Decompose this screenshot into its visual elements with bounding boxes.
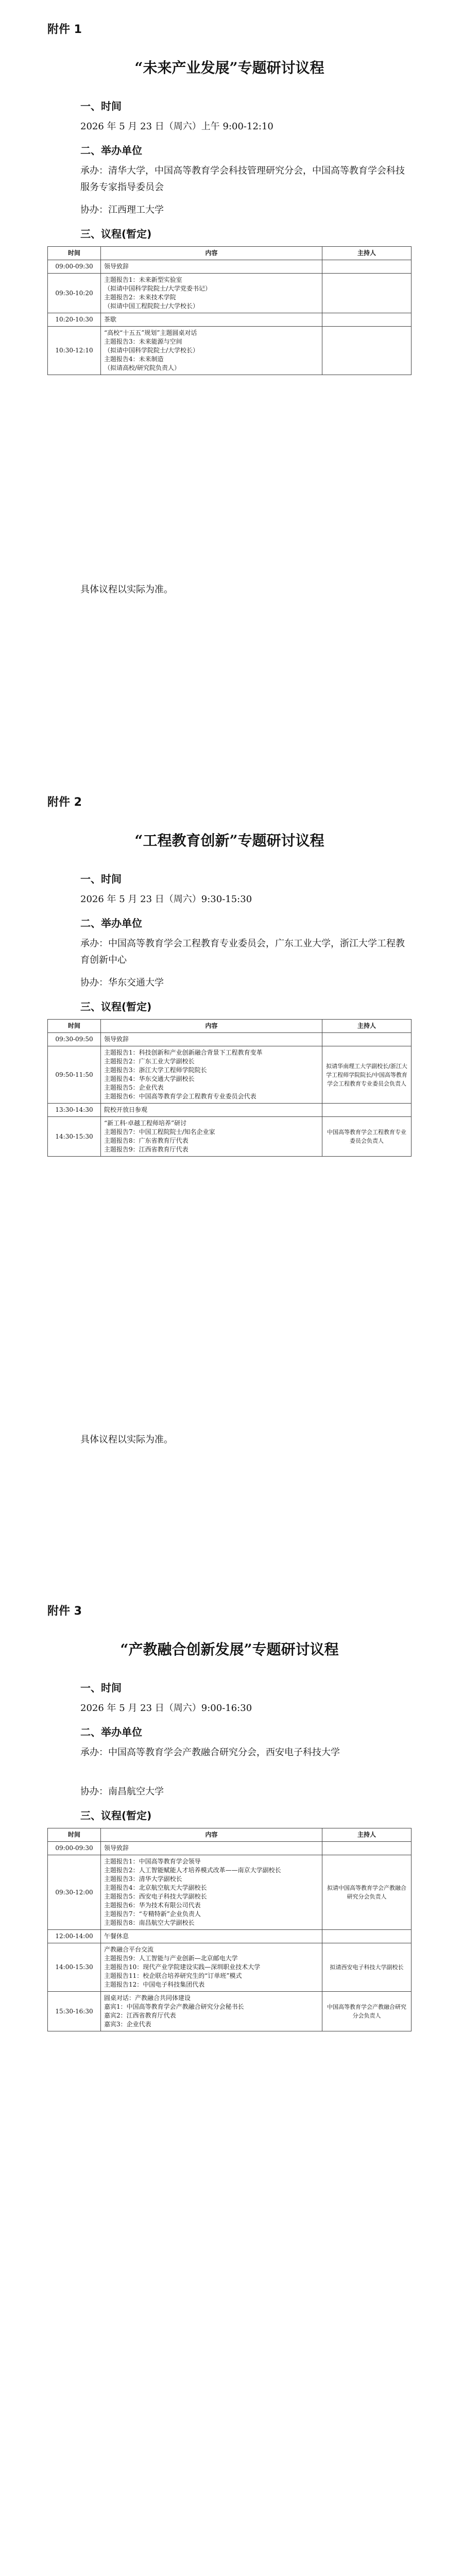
content-line: 嘉宾1：中国高等教育学会产教融合研究分会秘书长	[104, 2003, 244, 2010]
content-line: 领导致辞	[104, 1036, 129, 1043]
content-line: 主题报告7：中国工程院院士/知名企业家	[104, 1128, 215, 1136]
content-line: 领导致辞	[104, 1844, 129, 1852]
content-line: 主题报告2：未来技术学院	[104, 294, 176, 301]
time-cell: 14:00-15:30	[48, 1943, 101, 1992]
content-line: 主题报告1：中国高等教育学会领导	[104, 1858, 201, 1865]
content-line: “新工科·卓越工程师培养”研讨	[104, 1120, 187, 1127]
content-cell	[101, 327, 322, 375]
time-cell: 09:30-12:00	[48, 1855, 101, 1930]
content-line: 主题报告2：广东工业大学副校长	[104, 1058, 195, 1065]
content-line: 茶歇	[104, 316, 117, 323]
host-cell	[322, 1930, 411, 1943]
content-line: 主题报告10：现代产业学院建设实践—深圳职业技术大学	[104, 1963, 261, 1971]
section-heading-agenda: 三、议程(暂定)	[80, 228, 152, 240]
table-header-cell: 内容	[101, 1020, 322, 1033]
annex-2	[47, 793, 411, 1515]
table-header-row	[48, 247, 411, 260]
annex-label: 附件 3	[47, 1605, 82, 1618]
content-cell	[101, 1104, 322, 1117]
host-cell	[322, 327, 411, 375]
table-row	[48, 1992, 411, 2031]
section-heading-org: 二、举办单位	[80, 1726, 142, 1738]
table-header-cell: 主持人	[322, 1828, 411, 1842]
annex-title: “工程教育创新”专题研讨议程	[134, 832, 324, 849]
table-row	[48, 1033, 411, 1046]
table-header-row	[48, 1828, 411, 1842]
content-line: 院校开放日参观	[104, 1106, 148, 1113]
table-header-cell: 内容	[101, 1828, 322, 1842]
content-line: 主题报告6：中国高等教育学会工程教育专业委员会代表	[104, 1093, 256, 1100]
time-cell: 09:50-11:50	[48, 1046, 101, 1104]
table-header-cell: 时间	[48, 1828, 101, 1842]
table-row	[48, 327, 411, 375]
content-cell	[101, 1855, 322, 1930]
content-line: 主题报告3：未来能源与空间	[104, 338, 182, 345]
annex-title: “产教融合创新发展”专题研讨议程	[120, 1641, 339, 1658]
content-line: 主题报告3：浙江大学工程师学院院长	[104, 1066, 207, 1074]
content-cell	[101, 1842, 322, 1855]
content-line: 主题报告5：企业代表	[104, 1084, 164, 1091]
host-cell	[322, 274, 411, 313]
content-line: （拟请中国科学院院士/大学党委书记）	[104, 285, 212, 292]
content-line: 主题报告5：西安电子科技大学副校长	[104, 1893, 207, 1900]
content-cell	[101, 260, 322, 274]
co-organizer-text: 协办：江西理工大学	[80, 205, 164, 215]
time-cell: 09:00-09:30	[48, 260, 101, 274]
host-cell: 拟请中国高等教育学会产教融合研究分会负责人	[322, 1855, 411, 1930]
agenda-table	[47, 246, 411, 375]
organizer-text: 承办：清华大学，中国高等教育学会科技管理研究分会，中国高等教育学会科技服务专家指导委员会	[80, 165, 405, 193]
time-text: 2026 年 5 月 23 日（周六）9:30-15:30	[80, 894, 252, 905]
content-line: （拟请高校/研究院负责人）	[104, 364, 181, 371]
co-organizer-text: 协办：华东交通大学	[80, 977, 164, 988]
time-cell: 10:20-10:30	[48, 313, 101, 327]
annex-label: 附件 1	[47, 23, 82, 36]
table-row	[48, 1855, 411, 1930]
agenda-note: 具体议程以实际为准。	[80, 1434, 173, 1445]
section-heading-org: 二、举办单位	[80, 144, 142, 157]
time-text: 2026 年 5 月 23 日（周六）9:00-16:30	[80, 1703, 252, 1714]
time-cell: 09:30-10:20	[48, 274, 101, 313]
host-cell: 中国高等教育学会产教融合研究分会负责人	[322, 1992, 411, 2031]
time-cell: 09:00-09:30	[48, 1842, 101, 1855]
time-text: 2026 年 5 月 23 日（周六）上午 9:00-12:10	[80, 121, 273, 132]
time-cell: 13:30-14:30	[48, 1104, 101, 1117]
content-cell	[101, 1117, 322, 1157]
content-line: 主题报告1：未来新型实验室	[104, 276, 182, 283]
host-cell: 中国高等教育学会工程教育专业委员会负责人	[322, 1117, 411, 1157]
annex-title: “未来产业发展”专题研讨议程	[134, 59, 324, 76]
content-cell	[101, 1046, 322, 1104]
content-line: 主题报告8：南昌航空大学副校长	[104, 1919, 195, 1926]
host-cell	[322, 260, 411, 274]
table-row	[48, 1104, 411, 1117]
section-heading-org: 二、举办单位	[80, 917, 142, 929]
co-organizer-text: 协办：南昌航空大学	[80, 1786, 164, 1797]
content-line: 嘉宾2：江西省教育厅代表	[104, 2012, 176, 2019]
content-line: 主题报告3：清华大学副校长	[104, 1875, 182, 1883]
section-heading-agenda: 三、议程(暂定)	[80, 1809, 152, 1822]
annex-3	[47, 1602, 411, 2576]
content-line: 领导致辞	[104, 263, 129, 270]
content-cell	[101, 1033, 322, 1046]
table-row	[48, 1842, 411, 1855]
table-header-cell: 内容	[101, 247, 322, 260]
section-heading-time: 一、时间	[80, 1682, 122, 1694]
content-line: 主题报告4：华东交通大学副校长	[104, 1075, 195, 1082]
content-line: （拟请中国科学院院士/大学校长）	[104, 347, 199, 354]
agenda-note: 具体议程以实际为准。	[80, 584, 173, 595]
time-cell: 14:30-15:30	[48, 1117, 101, 1157]
content-line: （拟请中国工程院院士/大学校长）	[104, 302, 199, 310]
agenda-table	[47, 1019, 411, 1157]
content-line: 主题报告1：科技创新和产业创新融合背景下工程教育变革	[104, 1049, 263, 1056]
table-row	[48, 1930, 411, 1943]
content-line: 午餐休息	[104, 1933, 129, 1940]
table-header-cell: 时间	[48, 1020, 101, 1033]
content-cell	[101, 274, 322, 313]
host-cell: 拟请华南理工大学副校长/浙江大学工程师学院院长/中国高等教育学会工程教育专业委员会负责人	[322, 1046, 411, 1104]
time-cell: 15:30-16:30	[48, 1992, 101, 2031]
table-header-row	[48, 1020, 411, 1033]
content-line: 嘉宾3：企业代表	[104, 2021, 151, 2028]
content-line: 主题报告6：华为技术有限公司代表	[104, 1902, 201, 1909]
content-line: 主题报告4：北京航空航天大学副校长	[104, 1884, 207, 1891]
content-line: 主题报告7：“专精特新”企业负责人	[104, 1910, 201, 1918]
table-row	[48, 1943, 411, 1992]
content-line: 圆桌对话：产教融合共同体建设	[104, 1994, 191, 2002]
annex-1	[47, 0, 411, 670]
table-row	[48, 274, 411, 313]
time-cell: 10:30-12:10	[48, 327, 101, 375]
content-cell	[101, 1930, 322, 1943]
host-cell	[322, 1033, 411, 1046]
content-cell	[101, 1943, 322, 1992]
content-line: 主题报告9：人工智能与产业创新—北京邮电大学	[104, 1955, 238, 1962]
content-line: 主题报告12：中国电子科技集团代表	[104, 1981, 205, 1988]
table-row	[48, 260, 411, 274]
content-line: 主题报告4：未来制造	[104, 355, 164, 363]
table-header-cell: 时间	[48, 247, 101, 260]
agenda-table	[47, 1828, 411, 2031]
table-header-cell: 主持人	[322, 1020, 411, 1033]
content-line: “高校“十五五”规划”主题圆桌对话	[104, 329, 197, 336]
content-line: 主题报告2：人工智能赋能人才培养模式改革——南京大学副校长	[104, 1867, 281, 1874]
section-heading-time: 一、时间	[80, 873, 122, 885]
content-line: 主题报告11：校企联合培养研究生的“订单班”模式	[104, 1972, 242, 1979]
table-header-cell: 主持人	[322, 247, 411, 260]
content-line: 主题报告8：广东省教育厅代表	[104, 1137, 188, 1144]
content-cell	[101, 1992, 322, 2031]
organizer-text: 承办：中国高等教育学会工程教育专业委员会，广东工业大学，浙江大学工程教育创新中心	[80, 938, 405, 965]
table-row	[48, 1046, 411, 1104]
organizer-text: 承办：中国高等教育学会产教融合研究分会，西安电子科技大学	[80, 1747, 340, 1758]
content-cell	[101, 313, 322, 327]
host-cell	[322, 313, 411, 327]
table-row	[48, 1117, 411, 1157]
host-cell	[322, 1842, 411, 1855]
content-line: 主题报告9：江西省教育厅代表	[104, 1146, 188, 1153]
time-cell: 09:30-09:50	[48, 1033, 101, 1046]
time-cell: 12:00-14:00	[48, 1930, 101, 1943]
host-cell	[322, 1104, 411, 1117]
content-line: 产教融合平台交流	[104, 1946, 154, 1953]
table-row	[48, 313, 411, 327]
annex-label: 附件 2	[47, 796, 82, 809]
host-cell: 拟请西安电子科技大学副校长	[322, 1943, 411, 1992]
section-heading-agenda: 三、议程(暂定)	[80, 1001, 152, 1013]
section-heading-time: 一、时间	[80, 100, 122, 112]
